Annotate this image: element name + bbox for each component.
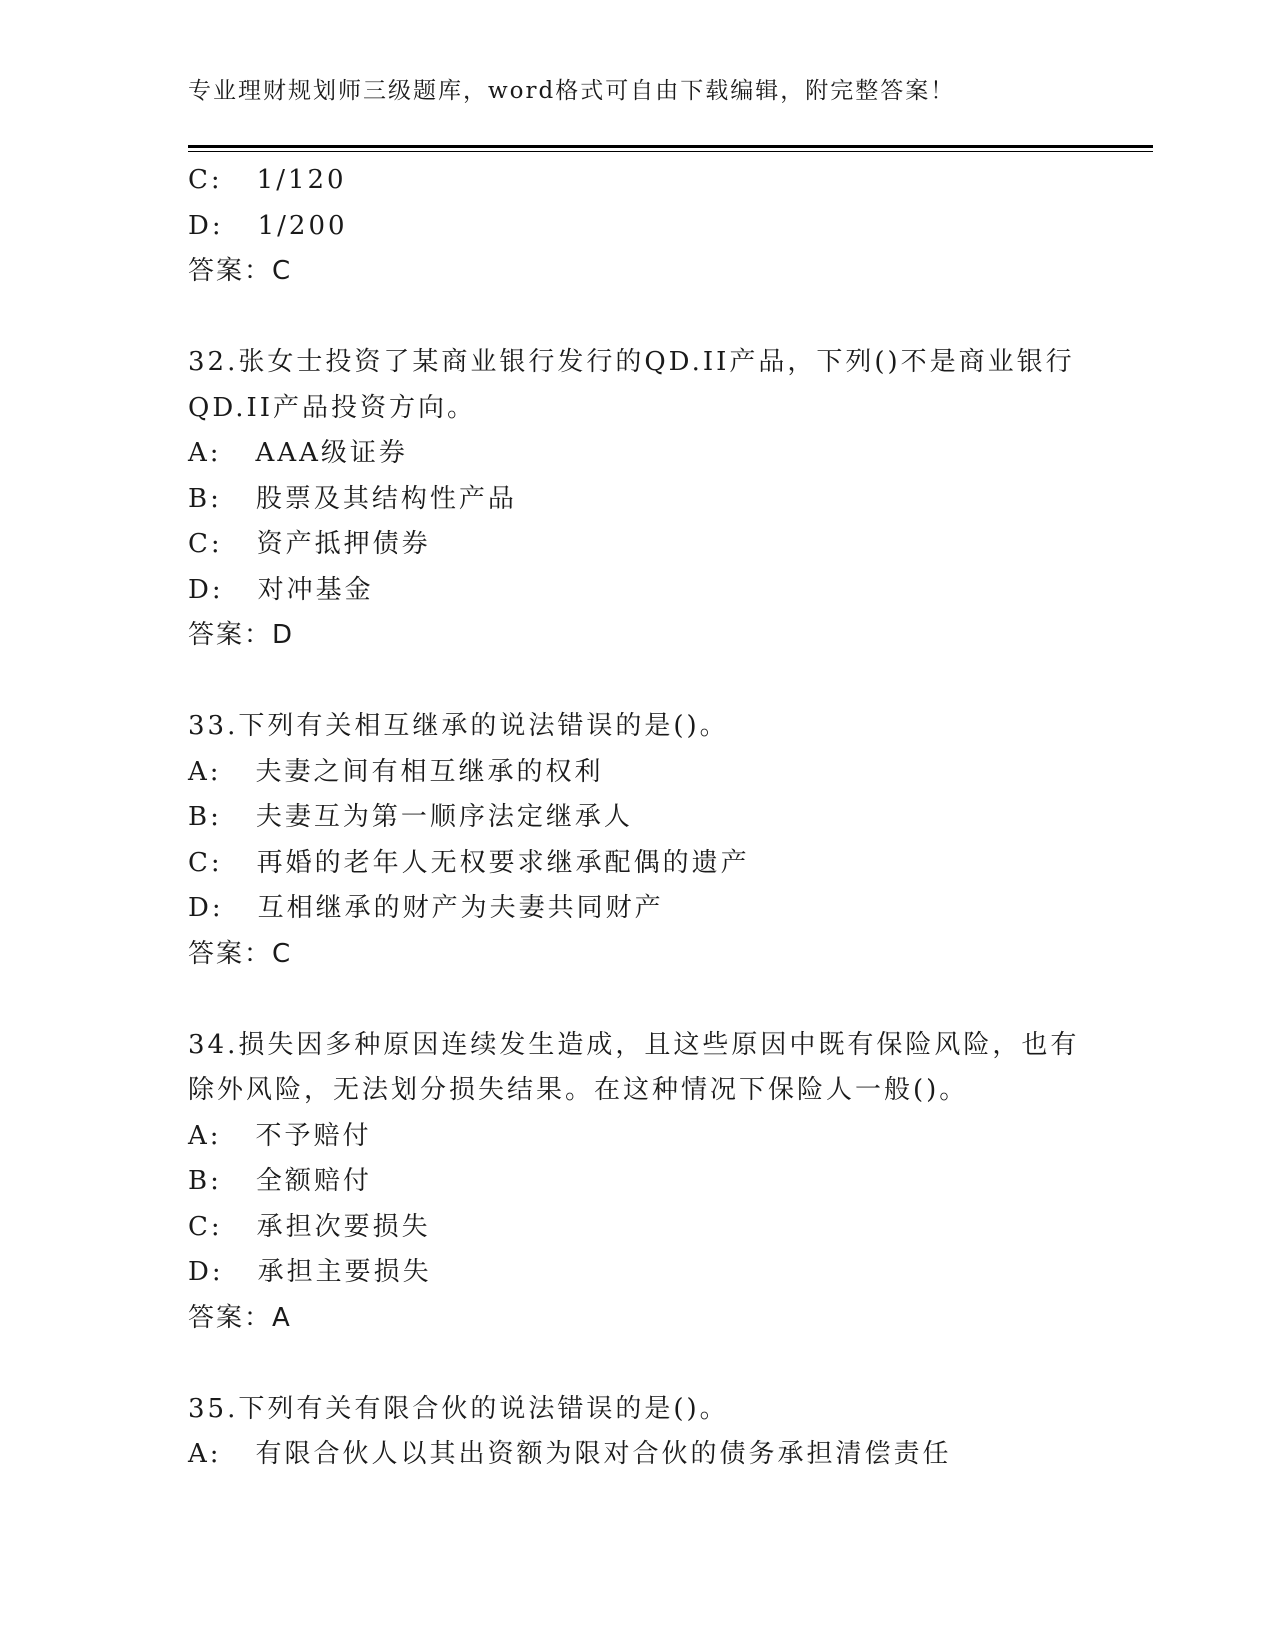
- option-text: 有限合伙人以其出资额为限对合伙的债务承担清偿责任: [255, 1439, 952, 1469]
- answer-line: 答案：D: [188, 620, 295, 650]
- option-letter: A:: [188, 756, 222, 787]
- option-line: [188, 1205, 1088, 1251]
- option-line: [188, 568, 1088, 614]
- question-stem: 33.下列有关相互继承的说法错误的是()。: [188, 711, 729, 741]
- option-line: [188, 750, 1088, 796]
- option-text: 资产抵押债券: [256, 529, 431, 559]
- option-text: 对冲基金: [257, 574, 374, 605]
- option-line: [188, 1114, 1088, 1160]
- option-line: [188, 1159, 1088, 1205]
- option-text: 夫妻互为第一顺序法定继承人: [255, 802, 633, 832]
- option-line: [188, 204, 1088, 250]
- option-text: 再婚的老年人无权要求继承配偶的遗产: [256, 847, 750, 878]
- option-line: [188, 431, 1088, 477]
- option-line: [188, 477, 1088, 523]
- option-text: 股票及其结构性产品: [255, 483, 517, 514]
- header-divider-thick: [188, 145, 1153, 148]
- option-letter: C:: [188, 529, 223, 559]
- option-line: [188, 841, 1088, 887]
- option-text: 承担次要损失: [256, 1211, 431, 1242]
- option-text: 夫妻之间有相互继承的权利: [255, 756, 604, 787]
- question-stem: QD.II产品投资方向。: [188, 392, 477, 423]
- option-text: AAA级证券: [255, 438, 408, 468]
- answer-line: 答案：A: [188, 1302, 292, 1333]
- option-text: 不予赔付: [255, 1120, 372, 1151]
- option-text: 1/120: [256, 165, 347, 195]
- option-line: [188, 795, 1088, 841]
- option-line: [188, 886, 1088, 932]
- option-letter: A:: [188, 438, 222, 468]
- option-letter: B:: [188, 1166, 222, 1196]
- option-letter: B:: [188, 483, 222, 514]
- option-line: [188, 1432, 1088, 1478]
- option-letter: D:: [188, 893, 224, 923]
- option-letter: D:: [188, 574, 224, 605]
- option-letter: C:: [188, 847, 223, 878]
- answer-line: 答案：C: [188, 938, 293, 969]
- question-stem: 35.下列有关有限合伙的说法错误的是()。: [188, 1393, 729, 1424]
- option-letter: D:: [188, 210, 224, 241]
- header-divider-thin: [188, 151, 1153, 152]
- option-text: 全额赔付: [255, 1166, 372, 1196]
- question-content: [188, 158, 1088, 1478]
- option-letter: C:: [188, 165, 223, 195]
- option-letter: A:: [188, 1120, 222, 1151]
- option-letter: A:: [188, 1439, 222, 1469]
- page-header-title: 专业理财规划师三级题库，word格式可自由下载编辑，附完整答案！: [188, 78, 956, 104]
- question-stem: 除外风险，无法划分损失结果。在这种情况下保险人一般()。: [188, 1075, 969, 1105]
- option-letter: B:: [188, 802, 222, 832]
- answer-line: 答案：C: [188, 256, 293, 286]
- option-letter: C:: [188, 1211, 223, 1242]
- option-line: [188, 522, 1088, 568]
- question-stem: 32.张女士投资了某商业银行发行的QD.II产品，下列()不是商业银行: [188, 347, 1075, 377]
- question-stem: 34.损失因多种原因连续发生造成，且这些原因中既有保险风险，也有: [188, 1029, 1080, 1060]
- option-text: 1/200: [257, 210, 348, 241]
- option-line: [188, 158, 1088, 204]
- option-text: 承担主要损失: [257, 1257, 432, 1287]
- option-letter: D:: [188, 1257, 224, 1287]
- option-line: [188, 1250, 1088, 1296]
- option-text: 互相继承的财产为夫妻共同财产: [257, 893, 664, 923]
